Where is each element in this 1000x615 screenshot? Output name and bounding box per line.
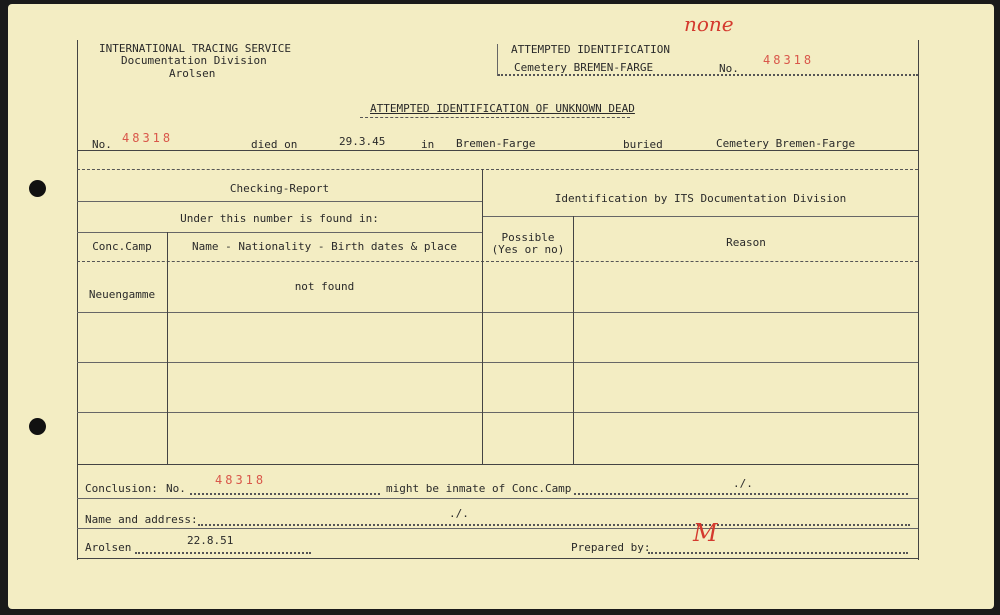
in-value: Bremen-Farge bbox=[456, 137, 536, 150]
buried-label: buried bbox=[623, 138, 663, 151]
col-header-possible-sub: (Yes or no) bbox=[491, 243, 565, 256]
footer-date: 22.8.51 bbox=[187, 534, 234, 547]
subtitle-rule bbox=[77, 232, 482, 233]
handwritten-none: none bbox=[684, 12, 734, 36]
row-rule-2 bbox=[77, 362, 918, 363]
name-address-label: Name and address: bbox=[85, 513, 198, 526]
conclusion-label: Conclusion: bbox=[85, 482, 158, 495]
table-top-rule bbox=[77, 169, 918, 170]
row-rule-3 bbox=[77, 412, 918, 413]
col-header-camp: Conc.Camp bbox=[92, 240, 152, 253]
table-row-camp: Neuengamme bbox=[88, 288, 156, 301]
record-rule bbox=[77, 150, 918, 151]
index-card bbox=[8, 4, 994, 609]
attempted-identification-heading: ATTEMPTED IDENTIFICATION bbox=[511, 43, 670, 56]
org-division: Documentation Division bbox=[121, 54, 267, 67]
checking-title-rule bbox=[77, 201, 482, 202]
checking-report-title: Checking-Report bbox=[229, 182, 330, 195]
died-label: died on bbox=[251, 138, 298, 151]
header-no-value: 48318 bbox=[763, 53, 815, 67]
org-location: Arolsen bbox=[169, 67, 216, 80]
table-row-name: not found bbox=[294, 280, 355, 293]
header-bottom-rule bbox=[498, 74, 918, 76]
buried-value: Cemetery Bremen-Farge bbox=[716, 137, 856, 150]
table-bottom-rule bbox=[77, 464, 918, 465]
col-header-reason: Reason bbox=[726, 236, 766, 249]
prepared-by-label: Prepared by: bbox=[571, 541, 651, 554]
in-label: in bbox=[421, 138, 435, 151]
conclusion-rule bbox=[77, 498, 918, 499]
name-address-value: ./. bbox=[449, 507, 469, 520]
card-bottom-rule bbox=[77, 558, 918, 559]
possible-col-divider bbox=[573, 216, 574, 464]
cemetery-name: Cemetery BREMEN-FARGE bbox=[514, 61, 654, 74]
record-no-label: No. bbox=[92, 138, 112, 151]
record-no-value: 48318 bbox=[122, 131, 174, 145]
right-border bbox=[918, 40, 919, 560]
name-address-dots bbox=[198, 524, 910, 526]
inmate-value: ./. bbox=[733, 477, 753, 490]
punch-hole-bottom bbox=[29, 418, 46, 435]
checking-report-subtitle: Under this number is found in: bbox=[180, 212, 379, 225]
header-divider bbox=[497, 44, 498, 76]
col-header-name: Name - Nationality - Birth dates & place bbox=[192, 240, 457, 253]
conclusion-no-dots bbox=[190, 493, 380, 495]
conclusion-no-label: No. bbox=[166, 482, 186, 495]
ident-title: Identification by ITS Documentation Division bbox=[554, 192, 847, 205]
footer-date-dots bbox=[135, 552, 311, 554]
org-name: INTERNATIONAL TRACING SERVICE bbox=[99, 42, 292, 55]
prepared-by-dots bbox=[648, 552, 908, 554]
section-divider bbox=[482, 169, 483, 464]
ident-title-rule bbox=[483, 216, 918, 217]
inmate-dots bbox=[574, 493, 908, 495]
header-row-rule bbox=[77, 261, 918, 262]
form-title: ATTEMPTED IDENTIFICATION OF UNKNOWN DEAD bbox=[370, 102, 635, 115]
header-no-label: No. bbox=[719, 62, 739, 75]
col-header-possible: Possible bbox=[501, 231, 555, 244]
name-address-rule bbox=[77, 528, 918, 529]
row-rule-1 bbox=[77, 312, 918, 313]
camp-col-divider bbox=[167, 232, 168, 464]
footer-place: Arolsen bbox=[85, 541, 132, 554]
title-underline bbox=[360, 117, 630, 118]
punch-hole-top bbox=[29, 180, 46, 197]
died-value: 29.3.45 bbox=[339, 135, 386, 148]
inmate-label: might be inmate of Conc.Camp bbox=[386, 482, 572, 495]
prepared-by-initials: M bbox=[693, 519, 718, 547]
conclusion-no-value: 48318 bbox=[215, 473, 267, 487]
